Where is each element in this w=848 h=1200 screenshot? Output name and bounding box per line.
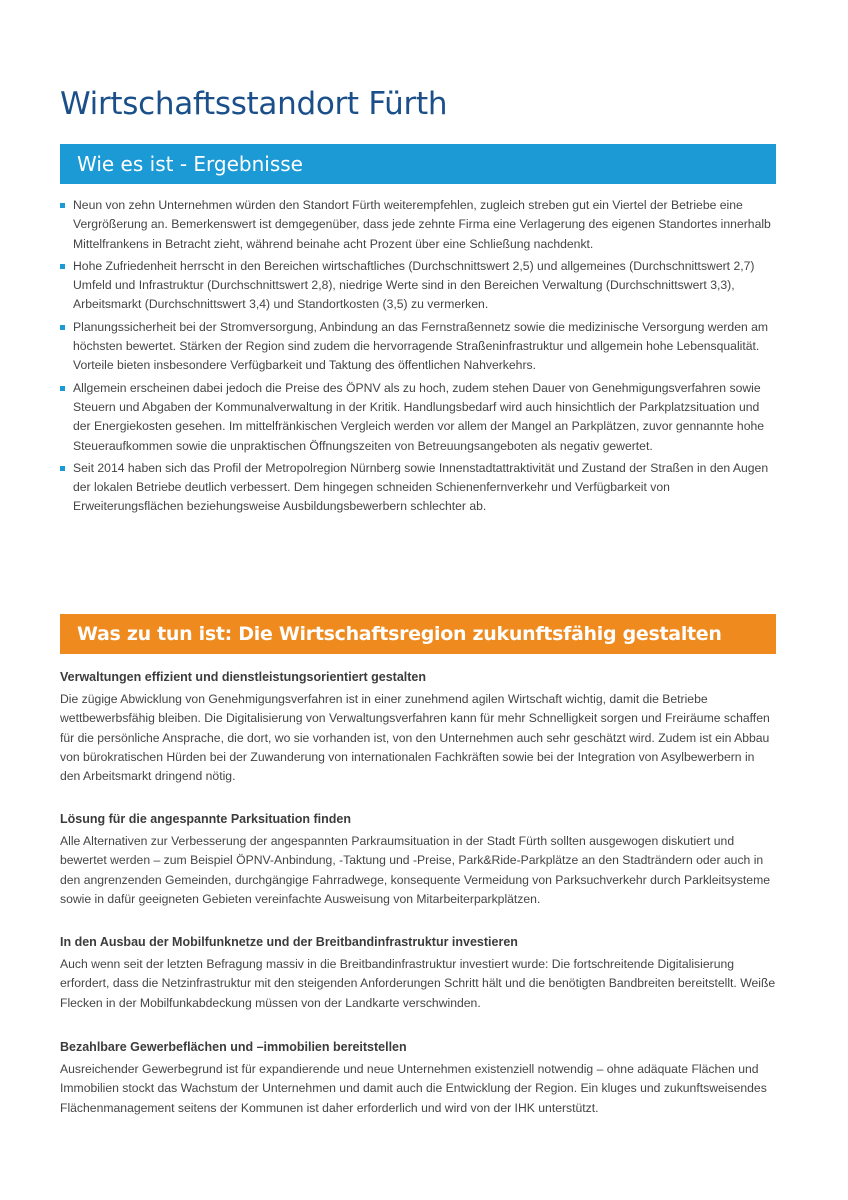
list-item — [60, 196, 776, 254]
bullet-square-icon — [60, 264, 65, 269]
section-parking — [60, 810, 776, 909]
bullet-square-icon — [60, 466, 65, 471]
section-text: Auch wenn seit der letzten Befragung massiv in die Breitbandinfrastruktur investiert wurde: Die fortschreitende Digitalisierung erfordert, dass die Netzinfrastruktur mit den steigenden Anforderungen Schritt hält und die benötigten Bandbreiten bereitstellt. Weiße Flecken in der Mobilfunkabdeckung müssen von der Landkarte verschwinden. — [60, 957, 776, 1010]
bullet-text: Hohe Zufriedenheit herrscht in den Bereichen wirtschaftliches (Durchschnittswert 2,5) und allgemeines (Durchschnittswert 2,7) Umfeld und Infrastruktur (Durchschnittswert 2,8), niedrige Werte sind in den Bereichen Verwaltung (Durchschnittswert 3,3), Arbeitsmarkt (Durchschnittswert 3,4) und Standortkosten (3,5) zu vermerken. — [73, 258, 755, 312]
bullet-square-icon — [60, 325, 65, 330]
bullet-square-icon — [60, 386, 65, 391]
section-administration — [60, 668, 776, 786]
bullet-text: Neun von zehn Unternehmen würden den Standort Fürth weiterempfehlen, zugleich streben gut ein Viertel der Betriebe eine Vergrößerung an. Bemerkenswert ist demgegenüber, dass jede zehnte Firma eine Verlagerung des eigenen Standortes innerhalb Mittelfrankens in Betracht zieht, während beinahe acht Prozent über eine Schließung nachdenkt. — [73, 198, 771, 251]
section-heading: Lösung für die angespannte Parksituation finden — [60, 812, 351, 826]
bullet-text: Planungssicherheit bei der Stromversorgung, Anbindung an das Fernstraßennetz sowie die medizinische Versorgung werden am höchsten bewertet. Stärken der Region sind zudem die hervorragende Straßeninfrastruktur und allgemein hohe Lebensqualität. Vorteile bieten insbesondere Verfügbarkeit und Taktung des öffentlichen Nahverkehrs. — [73, 319, 769, 373]
list-item — [60, 318, 776, 376]
results-list — [60, 196, 776, 520]
bullet-text: Seit 2014 haben sich das Profil der Metropolregion Nürnberg sowie Innenstadtattraktivität und Zustand der Straßen in den Augen der lokalen Betriebe deutlich verbessert. Dem hingegen schneiden Schienenfernverkehr und Verfügbarkeit von Erweiterungsflächen beziehungsweise Ausbildungsbewerbern schlechter ab. — [73, 460, 769, 514]
list-item — [60, 379, 776, 456]
section-text: Alle Alternativen zur Verbesserung der angespannten Parkraumsituation in der Stadt Fürth sollten ausgewogen diskutiert und bewertet werden – zum Beispiel ÖPNV-Anbindung, -Taktung und -Preise, Park&Ride-Parkplätze an den Stadträndern oder auch in den angrenzenden Gemeinden, durchgängige Fahrradwege, konsequente Vermeidung von Parksuchverkehr durch Parkleitsysteme sowie in dafür geeigneten Gebieten vereinfachte Ausweisung von Mitarbeiterparkplätzen. — [60, 834, 771, 906]
section-text: Die zügige Abwicklung von Genehmigungsverfahren ist in einer zunehmend agilen Wirtschaft wichtig, damit die Betriebe wettbewerbsfähig bleiben. Die Digitalisierung von Verwaltungsverfahren kann für mehr Schnelligkeit sorgen und Freiräume schaffen für die persönliche Ansprache, die dort, wo sie vorhanden ist, von den Unternehmen auch sehr geschätzt wird. Zudem ist ein Abbau von bürokratischen Hürden bei der Zuwanderung von internationalen Fachkräften sowie bei der Integration von Asylbewerbern in den Arbeitsmarkt dringend nötig. — [60, 692, 770, 784]
list-item — [60, 459, 776, 517]
section-heading: Verwaltungen effizient und dienstleistungsorientiert gestalten — [60, 670, 427, 684]
bullet-square-icon — [60, 203, 65, 208]
bullet-text: Allgemein erscheinen dabei jedoch die Preise des ÖPNV als zu hoch, zudem stehen Dauer von Genehmigungsverfahren sowie Steuern und Abgaben der Kommunalverwaltung in der Kritik. Handlungsbedarf wird auch hinsichtlich der Parkplatzsituation und der Energiekosten gesehen. Im mittelfränkischen Vergleich werden vor allem der Mangel an Parkplätzen, zuvor gennannte hohe Steueraufkommen sowie die unpraktischen Öffnungszeiten von Betreuungsangeboten als negativ gewertet. — [73, 380, 765, 453]
section-text: Ausreichender Gewerbegrund ist für expandierende und neue Unternehmen existenziell notwendig – ohne adäquate Flächen und Immobilien stockt das Wachstum der Unternehmen und damit auch die Entwicklung der Region. Ein kluges und zukunftsweisendes Flächenmanagement seitens der Kommunen ist daher erforderlich und wird von der IHK unterstützt. — [60, 1062, 767, 1115]
page-title: Wirtschaftsstandort Fürth — [60, 86, 448, 122]
results-banner: Wie es ist - Ergebnisse — [60, 144, 776, 184]
section-broadband — [60, 933, 776, 1013]
list-item — [60, 257, 776, 315]
todo-banner: Was zu tun ist: Die Wirtschaftsregion zukunftsfähig gestalten — [60, 614, 776, 654]
section-commercial-space — [60, 1038, 776, 1118]
section-heading: Bezahlbare Gewerbeflächen und –immobilien bereitstellen — [60, 1040, 407, 1054]
section-heading: In den Ausbau der Mobilfunknetze und der Breitbandinfrastruktur investieren — [60, 935, 518, 949]
